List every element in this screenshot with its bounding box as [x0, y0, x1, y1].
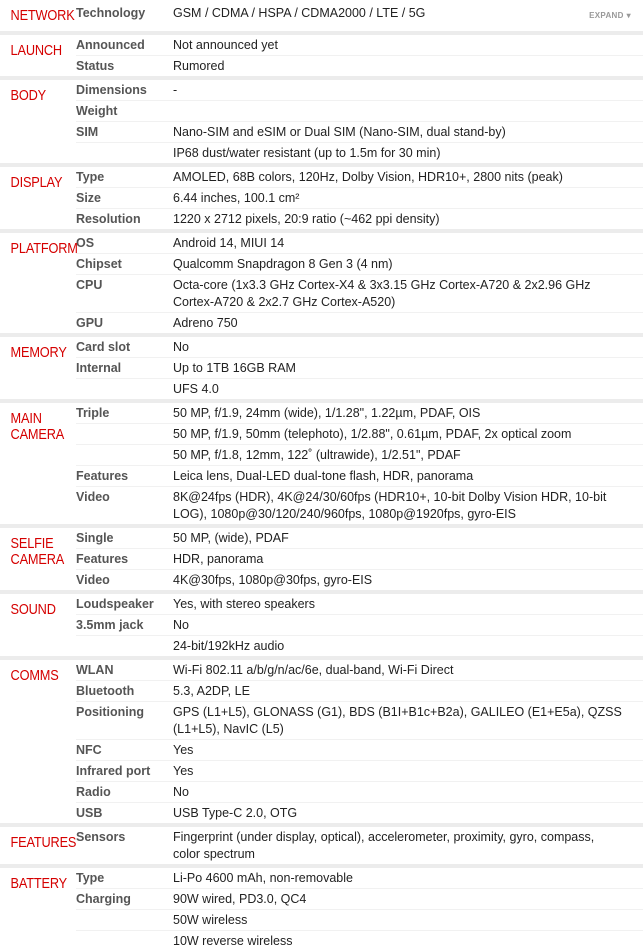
spec-label: USB [76, 806, 103, 820]
spec-value: Android 14, MIUI 14 [173, 236, 285, 250]
spec-row [76, 701, 643, 739]
section-title: SOUND [10, 602, 56, 618]
spec-row [76, 167, 643, 187]
spec-value: 6.44 inches, 100.1 cm² [173, 191, 300, 205]
spec-value: IP68 dust/water resistant (up to 1.5m for 30 min) [173, 146, 441, 160]
spec-value: - [173, 83, 178, 97]
spec-row [76, 660, 643, 680]
spec-rows [76, 594, 643, 656]
spec-row [76, 760, 643, 781]
spec-value: 24-bit/192kHz audio [173, 639, 285, 653]
spec-value: Octa-core (1x3.3 GHz Cortex-X4 & 3x3.15 GHz Cortex-A720 & 2x2.96 GHz Cortex-A720 & 2x2.7 GHz Cortex-A520) [173, 278, 591, 309]
spec-label: Radio [76, 785, 111, 799]
spec-row [76, 635, 643, 656]
spec-row [76, 465, 643, 486]
spec-label: 3.5mm jack [76, 618, 144, 632]
spec-row [76, 121, 643, 142]
spec-value: 1220 x 2712 pixels, 20:9 ratio (~462 ppi density) [173, 212, 440, 226]
spec-value: Yes, with stereo speakers [173, 597, 315, 611]
spec-label [76, 380, 173, 398]
spec-label: Infrared port [76, 764, 151, 778]
spec-value: 50 MP, f/1.9, 50mm (telephoto), 1/2.88", 0.61µm, PDAF, 2x optical zoom [173, 427, 572, 441]
spec-rows [76, 80, 643, 163]
spec-rows [76, 0, 643, 31]
spec-label: Features [76, 469, 129, 483]
spec-section-comms [0, 656, 643, 823]
spec-section-body [0, 76, 643, 163]
spec-label: Weight [76, 104, 118, 118]
spec-value: Leica lens, Dual-LED dual-tone flash, HDR, panorama [173, 469, 474, 483]
spec-label: Announced [76, 38, 145, 52]
spec-value: 50 MP, f/1.9, 24mm (wide), 1/1.28", 1.22µm, PDAF, OIS [173, 406, 481, 420]
spec-label: Type [76, 170, 105, 184]
spec-row [76, 253, 643, 274]
spec-label: Internal [76, 361, 122, 375]
spec-value: Yes [173, 764, 194, 778]
spec-value: 10W reverse wireless [173, 934, 293, 948]
spec-section-selfie-camera [0, 524, 643, 590]
spec-section-display [0, 163, 643, 229]
spec-row [76, 142, 643, 163]
spec-label [76, 911, 173, 929]
spec-value: 50 MP, f/1.8, 12mm, 122˚ (ultrawide), 1/2.51", PDAF [173, 448, 461, 462]
spec-row [76, 208, 643, 229]
spec-value: Wi-Fi 802.11 a/b/g/n/ac/6e, dual-band, Wi-Fi Direct [173, 663, 454, 677]
spec-label: Resolution [76, 212, 141, 226]
section-title: MEMORY [10, 345, 67, 361]
spec-row [76, 888, 643, 909]
spec-label: Bluetooth [76, 684, 135, 698]
spec-row [76, 569, 643, 590]
spec-rows [76, 233, 643, 333]
spec-section-launch [0, 31, 643, 76]
spec-label: Technology [76, 6, 146, 20]
spec-label [76, 637, 173, 655]
spec-row [76, 548, 643, 569]
spec-row [76, 357, 643, 378]
spec-row [76, 827, 643, 864]
spec-section-main-camera [0, 399, 643, 524]
section-title: BODY [10, 88, 47, 104]
spec-section-memory [0, 333, 643, 399]
spec-rows [76, 403, 643, 524]
section-title: LAUNCH [10, 43, 62, 59]
spec-row [76, 528, 643, 548]
spec-value: 8K@24fps (HDR), 4K@24/30/60fps (HDR10+, 10-bit Dolby Vision HDR, 10-bit LOG), 1080p@30/120/240/960fps, 1080p@1920fps, gyro-EIS [173, 490, 607, 521]
spec-label: Triple [76, 406, 110, 420]
spec-value: GSM / CDMA / HSPA / CDMA2000 / LTE / 5G [173, 6, 426, 20]
spec-row [76, 274, 643, 312]
section-title: FEATURES [10, 835, 77, 851]
spec-rows [76, 827, 643, 864]
spec-value: Up to 1TB 16GB RAM [173, 361, 296, 375]
spec-label: Dimensions [76, 83, 147, 97]
spec-row [76, 187, 643, 208]
spec-row [76, 909, 643, 930]
spec-label: Single [76, 531, 114, 545]
spec-label: WLAN [76, 663, 114, 677]
spec-value: Adreno 750 [173, 316, 238, 330]
spec-value: Li-Po 4600 mAh, non-removable [173, 871, 353, 885]
spec-rows [76, 35, 643, 76]
spec-row [76, 868, 643, 888]
spec-value: Yes [173, 743, 194, 757]
spec-label [76, 425, 173, 443]
spec-value: USB Type-C 2.0, OTG [173, 806, 298, 820]
spec-value: No [173, 618, 189, 632]
spec-value: UFS 4.0 [173, 382, 219, 396]
spec-row [76, 233, 643, 253]
spec-value: AMOLED, 68B colors, 120Hz, Dolby Vision, HDR10+, 2800 nits (peak) [173, 170, 563, 184]
spec-row [76, 614, 643, 635]
spec-row [76, 486, 643, 524]
spec-row [76, 403, 643, 423]
spec-label: Chipset [76, 257, 122, 271]
spec-row [76, 444, 643, 465]
expand-button[interactable] [589, 11, 631, 20]
spec-label: OS [76, 236, 95, 250]
section-title: DISPLAY [10, 175, 63, 191]
spec-value: 50 MP, (wide), PDAF [173, 531, 289, 545]
spec-row [76, 594, 643, 614]
spec-label: Card slot [76, 340, 131, 354]
spec-row [76, 312, 643, 333]
spec-rows [76, 167, 643, 229]
spec-value: Qualcomm Snapdragon 8 Gen 3 (4 nm) [173, 257, 393, 271]
section-title: MAIN CAMERA [10, 411, 65, 443]
spec-value [173, 102, 643, 120]
spec-rows [76, 528, 643, 590]
spec-value: 4K@30fps, 1080p@30fps, gyro-EIS [173, 573, 373, 587]
section-title: SELFIE CAMERA [10, 536, 65, 568]
spec-rows [76, 868, 643, 951]
spec-value: Fingerprint (under display, optical), accelerometer, proximity, gyro, compass, color spectrum [173, 830, 595, 861]
spec-value: GPS (L1+L5), GLONASS (G1), BDS (B1I+B1c+B2a), GALILEO (E1+E5a), QZSS (L1+L5), NavIC (L5) [173, 705, 622, 736]
spec-value: 5.3, A2DP, LE [173, 684, 250, 698]
spec-label: Video [76, 573, 110, 587]
spec-label: Sensors [76, 830, 126, 844]
spec-label [76, 932, 173, 950]
spec-label [76, 446, 173, 464]
spec-row [76, 100, 643, 121]
section-title: COMMS [10, 668, 59, 684]
spec-row [76, 739, 643, 760]
spec-row [76, 378, 643, 399]
spec-row [76, 423, 643, 444]
expand-label: EXPAND [589, 11, 624, 20]
section-title: NETWORK [10, 8, 75, 24]
spec-value: Rumored [173, 59, 225, 73]
spec-value: 50W wireless [173, 913, 248, 927]
spec-label: Status [76, 59, 115, 73]
spec-label: NFC [76, 743, 102, 757]
chevron-down-icon: ▾ [626, 11, 631, 20]
spec-section-sound [0, 590, 643, 656]
spec-value: No [173, 340, 189, 354]
spec-section-battery [0, 864, 643, 951]
spec-rows [76, 660, 643, 823]
spec-value: HDR, panorama [173, 552, 264, 566]
spec-section-platform [0, 229, 643, 333]
spec-label: SIM [76, 125, 99, 139]
spec-rows [76, 337, 643, 399]
spec-row [76, 35, 643, 55]
section-title: BATTERY [10, 876, 68, 892]
spec-label: Size [76, 191, 102, 205]
spec-value: 90W wired, PD3.0, QC4 [173, 892, 307, 906]
section-title: PLATFORM [10, 241, 78, 257]
spec-row [76, 781, 643, 802]
spec-row [76, 680, 643, 701]
spec-value: Nano-SIM and eSIM or Dual SIM (Nano-SIM, dual stand-by) [173, 125, 506, 139]
spec-label: Type [76, 871, 105, 885]
spec-row [76, 930, 643, 951]
spec-value: No [173, 785, 189, 799]
spec-row [76, 337, 643, 357]
spec-row [76, 802, 643, 823]
spec-label: Video [76, 490, 110, 504]
spec-label: Charging [76, 892, 131, 906]
spec-section-features [0, 823, 643, 864]
spec-row [76, 55, 643, 76]
spec-row [76, 0, 643, 31]
spec-label [76, 144, 173, 162]
spec-section-network [0, 0, 643, 31]
spec-label: GPU [76, 316, 104, 330]
spec-value: Not announced yet [173, 38, 278, 52]
spec-label: Features [76, 552, 129, 566]
spec-label: CPU [76, 278, 103, 292]
spec-label: Loudspeaker [76, 597, 154, 611]
spec-row [76, 80, 643, 100]
spec-label: Positioning [76, 705, 145, 719]
